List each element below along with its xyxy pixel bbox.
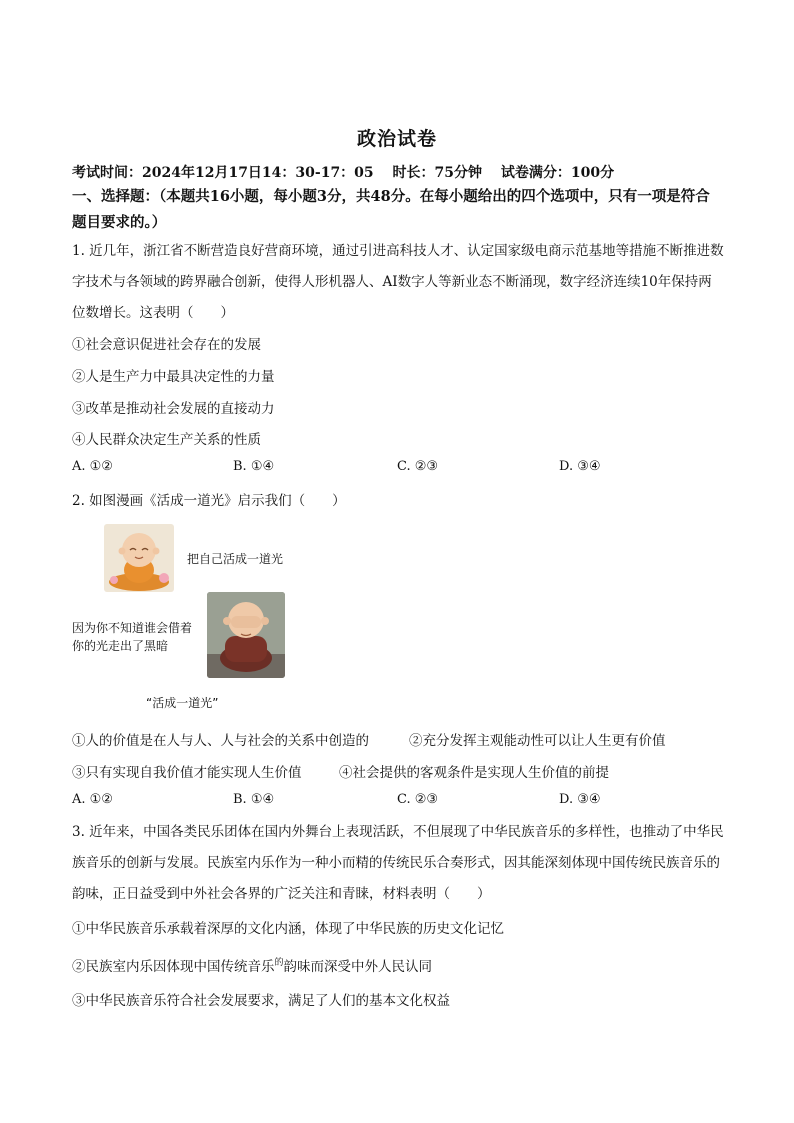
question-3-item-3: ③中华民族音乐符合社会发展要求，满足了人们的基本文化权益 [72, 993, 450, 1009]
question-2-option-a[interactable]: A. ①② [72, 792, 113, 807]
question-3-stem: 3. 近年来，中国各类民乐团体在国内外舞台上表现活跃，不但展现了中华民族音乐的多样性，也推动了中华民族音乐的创新与发展。民族室内乐作为一种小而精的传统民乐合奏形式，因其能深刻体现中国传统民族音乐的韵味，正日益受到中外社会各界的广泛关注和青睐，材料表明（ ） [72, 824, 724, 902]
question-3-item-2-sup: 的 [274, 958, 284, 968]
section-heading: 一、选择题：（本题共16小题，每小题3分，共48分。在每小题给出的四个选项中，只有一项是符合题目要求的。） [72, 188, 710, 231]
question-2-option-d[interactable]: D. ③④ [559, 792, 601, 807]
question-2-item-2: ②充分发挥主观能动性可以让人生更有价值 [409, 733, 666, 749]
question-1-item-2: ②人是生产力中最具决定性的力量 [72, 369, 275, 385]
cartoon-caption-bottom: “活成一道光” [146, 696, 219, 710]
question-1-item-1: ①社会意识促进社会存在的发展 [72, 337, 261, 353]
question-3-item-1: ①中华民族音乐承载着深厚的文化内涵，体现了中华民族的历史文化记忆 [72, 921, 504, 937]
question-2-item-4: ④社会提供的客观条件是实现人生价值的前提 [339, 765, 609, 781]
question-3-item-2-part-b: 韵味而深受中外人民认同 [283, 959, 433, 975]
exam-total-score: 试卷满分：100分 [500, 165, 615, 181]
question-2-item-1: ①人的价值是在人与人、人与社会的关系中创造的 [72, 733, 369, 749]
question-1-option-a[interactable]: A. ①② [72, 459, 113, 474]
question-1-item-4: ④人民群众决定生产关系的性质 [72, 432, 261, 448]
cartoon-caption-top: 把自己活成一道光 [187, 552, 284, 566]
question-2-stem: 2. 如图漫画《活成一道光》启示我们（ ） [72, 493, 346, 509]
question-1-option-c[interactable]: C. ②③ [397, 459, 439, 474]
question-1-options [72, 459, 732, 479]
question-1-option-b[interactable]: B. ①④ [233, 459, 275, 474]
question-2-options [72, 792, 732, 812]
exam-meta [72, 162, 628, 182]
cartoon-caption-left: 因为你不知道谁会借着你的光走出了黑暗 [72, 621, 193, 653]
exam-time: 考试时间：2024年12月17日14：30-17：05 [72, 165, 374, 181]
question-1-stem: 1. 近几年，浙江省不断营造良好营商环境，通过引进高科技人才、认定国家级电商示范基地等措施不断推进数字技术与各领域的跨界融合创新，使得人形机器人、AI数字人等新业态不断涌现，数字经济连续10年保持两位数增长。这表明（ ） [72, 243, 724, 321]
question-2-option-c[interactable]: C. ②③ [397, 792, 439, 807]
question-1-option-d[interactable]: D. ③④ [559, 459, 601, 474]
page-title: 政治试卷 [356, 128, 437, 150]
exam-duration: 时长：75分钟 [392, 165, 483, 181]
question-3-item-2-part-a: ②民族室内乐因体现中国传统音乐 [72, 959, 275, 975]
question-3-item-2 [72, 955, 432, 975]
question-2-item-3: ③只有实现自我价值才能实现人生价值 [72, 765, 302, 781]
monk-covering-eyes-figure-icon [207, 592, 285, 678]
question-2-option-b[interactable]: B. ①④ [233, 792, 275, 807]
question-1-item-3: ③改革是推动社会发展的直接动力 [72, 401, 275, 417]
meditating-monk-figure-icon [104, 524, 174, 592]
